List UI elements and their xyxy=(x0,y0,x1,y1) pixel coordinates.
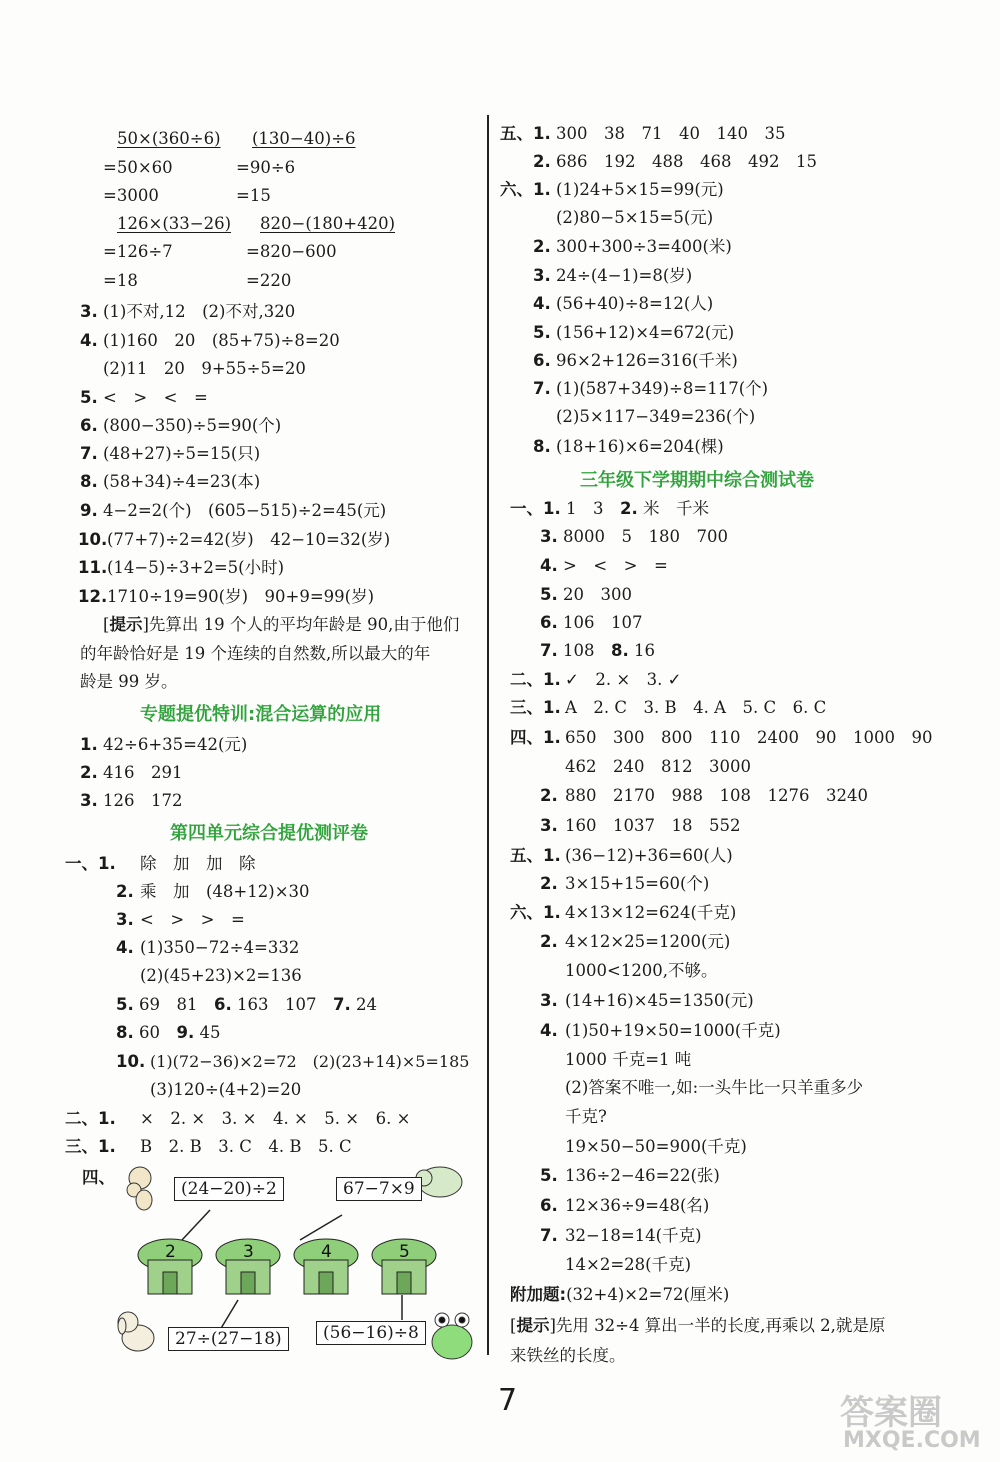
a7-answer: 24 xyxy=(356,995,377,1014)
expr-6a: =18 xyxy=(103,271,138,290)
p2-answer: 880 2170 988 108 1276 3240 xyxy=(565,786,868,805)
m6-number: 6. xyxy=(540,613,558,632)
q12-number: 12. xyxy=(78,587,108,606)
a10-answer-b: (3)120÷(4+2)=20 xyxy=(150,1080,302,1099)
r6-6-answer: 96×2+126=316(千米) xyxy=(556,351,738,370)
m7-number: 7. xyxy=(540,641,558,660)
q11-number: 11. xyxy=(78,558,108,577)
r5-1-answer: 300 38 71 40 140 35 xyxy=(556,124,786,143)
r6-7-number: 7. xyxy=(533,379,551,398)
a2-number: 2. xyxy=(116,882,134,901)
r6-8-number: 8. xyxy=(533,437,551,456)
n-head: 二、1. xyxy=(510,670,561,689)
a8-a9-row xyxy=(116,1022,221,1044)
watermark-logo: 答案圈 xyxy=(840,1393,942,1433)
q6-number: 6. xyxy=(80,416,98,435)
m8-answer: 16 xyxy=(634,641,655,660)
expr-5a: =126÷7 xyxy=(103,242,173,261)
section-title-mixed-ops: 专题提优特训:混合运算的应用 xyxy=(140,704,382,725)
q3-number: 3. xyxy=(80,302,98,321)
a1-head: 一、1. xyxy=(65,854,116,873)
q4-answer-a: (1)160 20 (85+75)÷8=20 xyxy=(103,331,340,350)
a3-answer: < > > = xyxy=(140,910,245,929)
s5-answer: 136÷2−46=22(张) xyxy=(565,1166,720,1185)
b-head: 二、1. xyxy=(65,1109,116,1128)
r6-head: 六、1. xyxy=(500,180,551,199)
q4-number: 4. xyxy=(80,331,98,350)
s1-1-number: 1. xyxy=(80,735,98,754)
s2-answer-b: 1000<1200,不够。 xyxy=(565,961,718,980)
r5-head: 五、1. xyxy=(500,124,551,143)
a10-answer-a: (1)(72−36)×2=72 (2)(23+14)×5=185 xyxy=(150,1052,470,1071)
a7-number: 7. xyxy=(333,995,351,1014)
expr-3b: =15 xyxy=(236,186,271,205)
expression-box-1: (24−20)÷2 xyxy=(174,1177,284,1201)
a2-answer: 乘 加 (48+12)×30 xyxy=(140,882,310,901)
house-label-3: 4 xyxy=(321,1242,332,1262)
q12-answer: 1710÷19=90(岁) 90+9=99(岁) xyxy=(107,587,375,606)
s6-number: 6. xyxy=(540,1196,558,1215)
m1-answer: 1 3 xyxy=(566,499,604,518)
m3-number: 3. xyxy=(540,527,558,546)
a5-a7-row xyxy=(116,994,377,1016)
m5-number: 5. xyxy=(540,585,558,604)
a8-number: 8. xyxy=(116,1023,134,1042)
a4-answer-a: (1)350−72÷4=332 xyxy=(140,938,300,957)
q1-answer: (36−12)+36=60(人) xyxy=(565,846,733,865)
a1-answer: 除 加 加 除 xyxy=(140,854,256,873)
house-label-4: 5 xyxy=(399,1242,410,1262)
a6-answer: 163 107 xyxy=(237,995,317,1014)
page-number: 7 xyxy=(498,1383,518,1418)
q4-answer-b: (2)11 20 9+55÷5=20 xyxy=(103,359,306,378)
a10-number: 10. xyxy=(116,1052,146,1071)
s4-answer-b: 1000 千克=1 吨 xyxy=(565,1050,692,1069)
frog-icon xyxy=(432,1313,472,1359)
s4-answer-a: (1)50+19×50=1000(千克) xyxy=(565,1021,781,1040)
watermark-url: MXQE.COM xyxy=(843,1428,981,1453)
r5-2-number: 2. xyxy=(533,152,551,171)
d-head: 四、 xyxy=(82,1168,115,1187)
hint-text-1: 先算出 19 个人的平均年龄是 90,由于他们 xyxy=(148,615,460,634)
hint2-text-1: 先用 32÷4 算出一半的长度,再乘以 2,就是原 xyxy=(555,1316,886,1335)
expression-box-2: 67−7×9 xyxy=(336,1177,422,1201)
r6-3-answer: 24÷(4−1)=8(岁) xyxy=(556,266,693,285)
expression-box-3: 27÷(27−18) xyxy=(168,1327,289,1351)
q7-number: 7. xyxy=(80,444,98,463)
r6-1-answer-a: (1)24+5×15=99(元) xyxy=(556,180,724,199)
hint-line-2: 的年龄恰好是 19 个连续的自然数,所以最大的年 xyxy=(80,644,431,663)
q8-number: 8. xyxy=(80,472,98,491)
m2-number: 2. xyxy=(620,499,638,518)
r6-7-answer-b: (2)5×117−349=236(个) xyxy=(556,407,756,426)
house-label-2: 3 xyxy=(243,1242,254,1262)
c-answer: B 2. B 3. C 4. B 5. C xyxy=(140,1137,352,1156)
n-answer: ✓ 2. × 3. ✓ xyxy=(565,670,682,689)
r6-1-answer-b: (2)80−5×15=5(元) xyxy=(556,208,714,227)
r6-4-number: 4. xyxy=(533,294,551,313)
s6-answer: 12×36÷9=48(名) xyxy=(565,1196,710,1215)
hint-line-1: [提示]先算出 19 个人的平均年龄是 90,由于他们 xyxy=(103,615,460,634)
r5-2-answer: 686 192 488 468 492 15 xyxy=(556,152,817,171)
o-answer: A 2. C 3. B 4. A 5. C 6. C xyxy=(565,698,827,717)
m5-answer: 20 300 xyxy=(563,585,632,604)
p3-number: 3. xyxy=(540,816,558,835)
q8-answer: (58+34)÷4=23(本) xyxy=(103,472,261,491)
m2-answer: 米 千米 xyxy=(643,499,709,518)
p3-answer: 160 1037 18 552 xyxy=(565,816,741,835)
q6-answer: (800−350)÷5=90(个) xyxy=(103,416,282,435)
q5-number: 5. xyxy=(80,388,98,407)
r6-2-number: 2. xyxy=(533,237,551,256)
s7-answer-a: 32−18=14(千克) xyxy=(565,1226,702,1245)
extra-row xyxy=(510,1284,729,1306)
q2-number: 2. xyxy=(540,874,558,893)
s3-answer: (14+16)×45=1350(元) xyxy=(565,991,754,1010)
r6-6-number: 6. xyxy=(533,351,551,370)
q9-answer: 4−2=2(个) (605−515)÷2=45(元) xyxy=(103,501,387,520)
s7-answer-b: 14×2=28(千克) xyxy=(565,1255,692,1274)
column-divider xyxy=(487,115,489,1355)
r6-5-answer: (156+12)×4=672(元) xyxy=(556,323,735,342)
s5-number: 5. xyxy=(540,1166,558,1185)
s-head: 六、1. xyxy=(510,903,561,922)
s4-answer-d: 千克? xyxy=(565,1107,607,1126)
a9-number: 9. xyxy=(176,1023,195,1042)
hint-label: 提示 xyxy=(109,615,143,634)
m6-answer: 106 107 xyxy=(563,613,643,632)
m4-number: 4. xyxy=(540,556,558,575)
q7-answer: (48+27)÷5=15(只) xyxy=(103,444,261,463)
expr-1a: 50×(360÷6) xyxy=(117,129,221,148)
expr-4a: 126×(33−26) xyxy=(117,214,232,233)
expr-3a: =3000 xyxy=(103,186,159,205)
s4-answer-c: (2)答案不唯一,如:一头牛比一只羊重多少 xyxy=(565,1078,864,1097)
b-answer: × 2. × 3. × 4. × 5. × 6. × xyxy=(140,1109,411,1128)
s1-2-answer: 416 291 xyxy=(103,763,183,782)
expr-5b: =820−600 xyxy=(246,242,337,261)
expr-2b: =90÷6 xyxy=(236,158,296,177)
extra-answer: (32+4)×2=72(厘米) xyxy=(566,1285,730,1304)
q5-answer: < > < = xyxy=(103,388,208,407)
q3-answer: (1)不对,12 (2)不对,320 xyxy=(103,302,296,321)
s7-number: 7. xyxy=(540,1226,558,1245)
a8-answer: 60 xyxy=(139,1023,160,1042)
m3-answer: 8000 5 180 700 xyxy=(563,527,728,546)
q10-answer: (77+7)÷2=42(岁) 42−10=32(岁) xyxy=(107,530,391,549)
m8-number: 8. xyxy=(611,641,629,660)
m7-answer: 108 xyxy=(563,641,595,660)
dog-icon xyxy=(118,1312,154,1351)
house-label-1: 2 xyxy=(165,1242,176,1262)
q11-answer: (14−5)÷3+2=5(小时) xyxy=(107,558,285,577)
p2-number: 2. xyxy=(540,786,558,805)
p1-answer-a: 650 300 800 110 2400 90 1000 90 xyxy=(565,728,933,747)
m7-m8-row xyxy=(540,640,655,662)
m1-m2-row xyxy=(510,498,709,520)
a4-answer-b: (2)(45+23)×2=136 xyxy=(140,966,302,985)
s3-number: 3. xyxy=(540,991,558,1010)
m1-head: 一、1. xyxy=(510,499,561,518)
section-title-midterm: 三年级下学期期中综合测试卷 xyxy=(580,470,814,491)
m4-answer: > < > = xyxy=(563,556,668,575)
hint2-label: 提示 xyxy=(516,1316,550,1335)
s4-number: 4. xyxy=(540,1021,558,1040)
a6-number: 6. xyxy=(214,995,232,1014)
c-head: 三、1. xyxy=(65,1137,116,1156)
s4-answer-e: 19×50−50=900(千克) xyxy=(565,1137,747,1156)
r6-7-answer-a: (1)(587+349)÷8=117(个) xyxy=(556,379,769,398)
s1-2-number: 2. xyxy=(80,763,98,782)
p-head: 四、1. xyxy=(510,728,561,747)
q2-answer: 3×15+15=60(个) xyxy=(565,874,710,893)
r6-3-number: 3. xyxy=(533,266,551,285)
a4-number: 4. xyxy=(116,938,134,957)
r6-4-answer: (56+40)÷8=12(人) xyxy=(556,294,714,313)
expression-box-4: (56−16)÷8 xyxy=(316,1321,426,1345)
a3-number: 3. xyxy=(116,910,134,929)
extra-label: 附加题: xyxy=(510,1285,567,1304)
q-head: 五、1. xyxy=(510,846,561,865)
s1-3-number: 3. xyxy=(80,791,98,810)
r6-8-answer: (18+16)×6=204(棵) xyxy=(556,437,724,456)
r6-2-answer: 300+300÷3=400(米) xyxy=(556,237,732,256)
q9-number: 9. xyxy=(80,501,98,520)
expr-2a: =50×60 xyxy=(103,158,173,177)
hint2-line-1: [提示]先用 32÷4 算出一半的长度,再乘以 2,就是原 xyxy=(510,1316,886,1335)
monkey-icon xyxy=(127,1167,152,1210)
section-title-unit4: 第四单元综合提优测评卷 xyxy=(170,823,368,844)
p1-answer-b: 462 240 812 3000 xyxy=(565,757,751,776)
a5-number: 5. xyxy=(116,995,134,1014)
r6-5-number: 5. xyxy=(533,323,551,342)
s2-number: 2. xyxy=(540,932,558,951)
s1-answer: 4×13×12=624(千克) xyxy=(565,903,737,922)
a5-answer: 69 81 xyxy=(139,995,198,1014)
s2-answer-a: 4×12×25=1200(元) xyxy=(565,932,731,951)
hint-line-3: 龄是 99 岁。 xyxy=(80,672,178,691)
o-head: 三、1. xyxy=(510,698,561,717)
expr-6b: =220 xyxy=(246,271,292,290)
a9-answer: 45 xyxy=(199,1023,221,1042)
s1-1-answer: 42÷6+35=42(元) xyxy=(103,735,248,754)
q10-number: 10. xyxy=(78,530,108,549)
expr-1b: (130−40)÷6 xyxy=(252,129,356,148)
expr-4b: 820−(180+420) xyxy=(260,214,396,233)
s1-3-answer: 126 172 xyxy=(103,791,183,810)
hint2-line-2: 来铁丝的长度。 xyxy=(510,1346,626,1365)
